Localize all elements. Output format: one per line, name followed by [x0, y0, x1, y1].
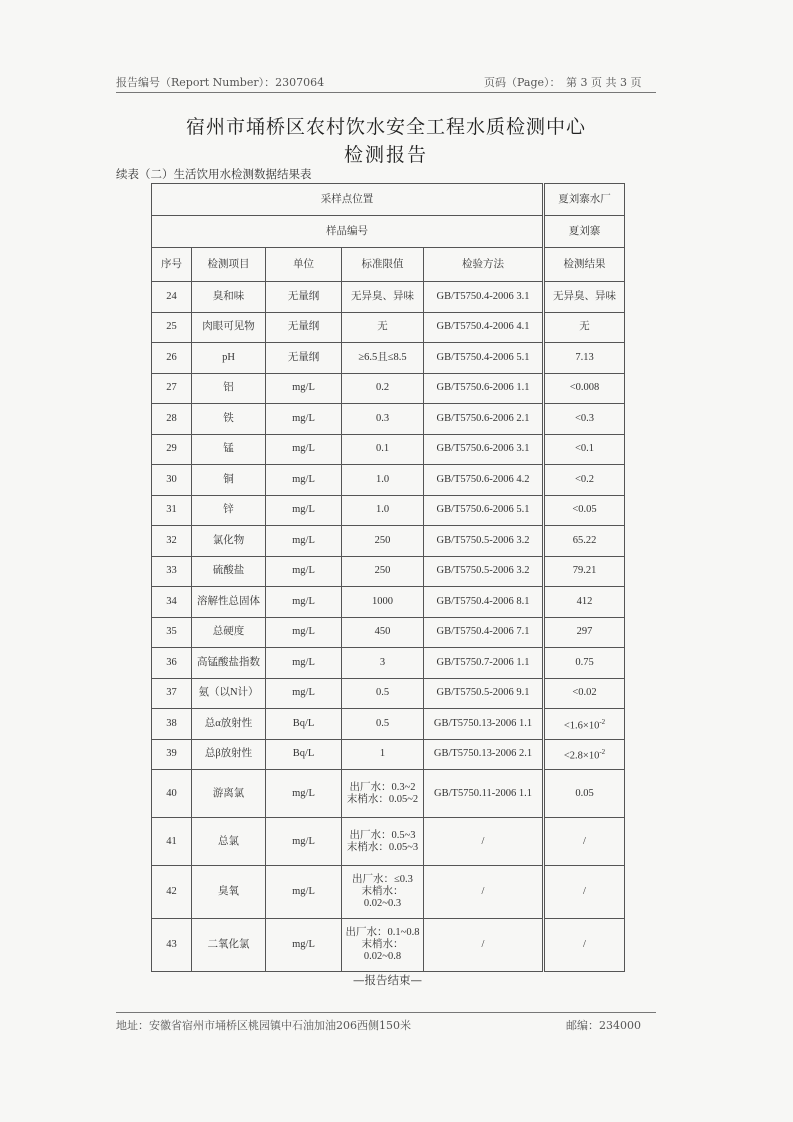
row-no: 30 [152, 465, 192, 496]
row-item: 硫酸盐 [192, 556, 266, 587]
row-unit: 无量纲 [266, 312, 342, 343]
result-value: <2.8×10 [563, 750, 600, 762]
row-no: 28 [152, 404, 192, 435]
row-item: 总α放射性 [192, 709, 266, 740]
result-exponent: -2 [599, 717, 606, 726]
row-limit: 1 [342, 739, 424, 770]
limit-line: 0.02~0.3 [363, 898, 402, 909]
row-limit [342, 919, 424, 972]
sample-number-label: 样品编号 [152, 216, 544, 248]
limit-line: 出厂水：0.5~3 [349, 829, 416, 841]
row-item: 总氯 [192, 818, 266, 866]
row-limit: 250 [342, 556, 424, 587]
row-method: GB/T5750.5-2006 3.2 [424, 526, 544, 557]
row-limit [342, 866, 424, 919]
row-limit: 1.0 [342, 495, 424, 526]
row-result [544, 282, 625, 313]
row-no: 38 [152, 709, 192, 740]
result-value: 0.05 [575, 787, 594, 799]
row-method: / [424, 818, 544, 866]
row-result [544, 556, 625, 587]
table-row [152, 373, 625, 404]
row-method: GB/T5750.6-2006 2.1 [424, 404, 544, 435]
row-limit: 0.5 [342, 678, 424, 709]
results-table [151, 183, 625, 972]
result-value: 7.13 [575, 351, 594, 363]
row-item: 铜 [192, 465, 266, 496]
report-subtitle: 检测报告 [343, 144, 428, 166]
result-value: <0.1 [574, 443, 595, 455]
header-divider [116, 92, 656, 93]
result-value: / [583, 886, 586, 897]
row-unit: mg/L [266, 818, 342, 866]
row-result [544, 678, 625, 709]
table-row [152, 434, 625, 465]
row-no: 39 [152, 739, 192, 770]
row-item: 氯化物 [192, 526, 266, 557]
row-unit: mg/L [266, 770, 342, 818]
result-value: / [583, 939, 586, 950]
row-method: GB/T5750.5-2006 3.2 [424, 556, 544, 587]
row-unit: mg/L [266, 866, 342, 919]
end-of-report: —报告结束— [353, 973, 422, 987]
page-number: 页码（Page）： 第 3 页 共 3 页 [484, 76, 642, 89]
row-result [544, 465, 625, 496]
row-unit: mg/L [266, 465, 342, 496]
sample-number-row [152, 216, 625, 248]
row-no: 31 [152, 495, 192, 526]
address: 地址：安徽省宿州市埇桥区桃园镇中石油加油206西侧150米 [116, 1019, 411, 1032]
row-method: GB/T5750.13-2006 2.1 [424, 739, 544, 770]
result-value: <0.2 [574, 473, 595, 485]
row-method: GB/T5750.6-2006 3.1 [424, 434, 544, 465]
result-value: <0.008 [569, 382, 600, 394]
row-method: GB/T5750.13-2006 1.1 [424, 709, 544, 740]
table-row [152, 739, 625, 770]
row-result [544, 919, 625, 972]
row-limit: ≥6.5且≤8.5 [342, 343, 424, 374]
table-row [152, 919, 625, 972]
col-header-limit: 标准限值 [342, 248, 424, 282]
row-no: 43 [152, 919, 192, 972]
row-item: 锰 [192, 434, 266, 465]
row-unit: mg/L [266, 587, 342, 618]
row-no: 29 [152, 434, 192, 465]
row-method: GB/T5750.7-2006 1.1 [424, 648, 544, 679]
table-row [152, 312, 625, 343]
postcode: 邮编：234000 [566, 1019, 641, 1032]
table-caption: 续表（二）生活饮用水检测数据结果表 [116, 167, 312, 181]
table-row [152, 587, 625, 618]
row-method: GB/T5750.6-2006 1.1 [424, 373, 544, 404]
row-item: 溶解性总固体 [192, 587, 266, 618]
result-value: <1.6×10 [563, 720, 600, 731]
result-value: 297 [576, 626, 593, 638]
result-value: 0.75 [575, 656, 594, 668]
table-row [152, 818, 625, 866]
result-value: 412 [576, 595, 593, 607]
row-method: GB/T5750.4-2006 3.1 [424, 282, 544, 313]
row-limit: 1.0 [342, 465, 424, 496]
row-limit: 450 [342, 617, 424, 648]
table-row [152, 709, 625, 740]
row-unit: 无量纲 [266, 343, 342, 374]
row-no: 35 [152, 617, 192, 648]
row-limit: 0.3 [342, 404, 424, 435]
row-no: 37 [152, 678, 192, 709]
row-no: 40 [152, 770, 192, 818]
row-item: 铝 [192, 373, 266, 404]
col-header-item: 检测项目 [192, 248, 266, 282]
row-method: GB/T5750.5-2006 9.1 [424, 678, 544, 709]
limit-line: 末梢水：0.05~3 [346, 841, 419, 853]
row-result [544, 866, 625, 919]
row-method: GB/T5750.6-2006 4.2 [424, 465, 544, 496]
table-row [152, 465, 625, 496]
limit-line: 出厂水：0.1~0.8 [345, 927, 420, 938]
row-item: pH [192, 343, 266, 374]
row-result [544, 526, 625, 557]
row-no: 27 [152, 373, 192, 404]
footer-divider [116, 1012, 656, 1013]
report-title: 宿州市埇桥区农村饮水安全工程水质检测中心 [185, 116, 586, 138]
page-footer [116, 1017, 656, 1033]
result-value: <0.02 [572, 687, 597, 699]
sampling-location-row [152, 184, 625, 216]
limit-line: 出厂水：≤0.3 [352, 874, 413, 885]
row-unit: mg/L [266, 648, 342, 679]
row-limit: 无异臭、异味 [342, 282, 424, 313]
row-item: 臭和味 [192, 282, 266, 313]
limit-line: 末梢水： [361, 939, 404, 950]
sample-number-value: 夏刘寨 [544, 216, 625, 248]
result-value: 无 [579, 321, 590, 333]
col-header-no: 序号 [152, 248, 192, 282]
row-no: 26 [152, 343, 192, 374]
row-method: GB/T5750.4-2006 8.1 [424, 587, 544, 618]
row-unit: mg/L [266, 526, 342, 557]
row-item: 二氧化氯 [192, 919, 266, 972]
limit-line: 出厂水：0.3~2 [349, 781, 416, 793]
row-result [544, 648, 625, 679]
row-result [544, 343, 625, 374]
row-method: GB/T5750.6-2006 5.1 [424, 495, 544, 526]
table-row [152, 526, 625, 557]
col-header-method: 检验方法 [424, 248, 544, 282]
row-unit: Bq/L [266, 739, 342, 770]
row-item: 氨（以N计） [192, 678, 266, 709]
row-result [544, 739, 625, 770]
table-row [152, 866, 625, 919]
row-no: 42 [152, 866, 192, 919]
result-value: 65.22 [572, 534, 597, 546]
column-header-row [152, 248, 625, 282]
row-no: 24 [152, 282, 192, 313]
result-value: <0.05 [572, 504, 597, 516]
limit-line: 0.02~0.8 [363, 951, 402, 962]
table-row [152, 282, 625, 313]
row-result [544, 434, 625, 465]
row-item: 总硬度 [192, 617, 266, 648]
result-value: / [583, 835, 586, 847]
row-result [544, 770, 625, 818]
row-limit: 1000 [342, 587, 424, 618]
row-item: 肉眼可见物 [192, 312, 266, 343]
row-item: 铁 [192, 404, 266, 435]
table-row [152, 343, 625, 374]
row-no: 32 [152, 526, 192, 557]
row-unit: mg/L [266, 434, 342, 465]
row-unit: mg/L [266, 919, 342, 972]
row-no: 41 [152, 818, 192, 866]
table-row [152, 556, 625, 587]
table-row [152, 495, 625, 526]
row-item: 锌 [192, 495, 266, 526]
limit-line: 末梢水：0.05~2 [346, 793, 419, 805]
row-no: 34 [152, 587, 192, 618]
result-exponent: -2 [599, 748, 606, 756]
row-limit: 3 [342, 648, 424, 679]
limit-line: 末梢水： [361, 886, 404, 897]
row-limit: 250 [342, 526, 424, 557]
sampling-location-value: 夏刘寨水厂 [544, 184, 625, 216]
row-limit [342, 770, 424, 818]
row-method: GB/T5750.11-2006 1.1 [424, 770, 544, 818]
row-result [544, 404, 625, 435]
row-result [544, 312, 625, 343]
row-method: GB/T5750.4-2006 7.1 [424, 617, 544, 648]
result-value: 无异臭、异味 [553, 290, 617, 302]
row-result [544, 587, 625, 618]
row-unit: mg/L [266, 373, 342, 404]
row-result [544, 373, 625, 404]
row-unit: mg/L [266, 556, 342, 587]
row-unit: mg/L [266, 678, 342, 709]
row-result [544, 709, 625, 740]
row-limit: 0.5 [342, 709, 424, 740]
row-limit: 0.1 [342, 434, 424, 465]
row-no: 25 [152, 312, 192, 343]
row-limit: 0.2 [342, 373, 424, 404]
row-unit: mg/L [266, 404, 342, 435]
table-row [152, 770, 625, 818]
row-item: 游离氯 [192, 770, 266, 818]
page-header [116, 74, 656, 92]
row-unit: mg/L [266, 495, 342, 526]
row-result [544, 495, 625, 526]
row-unit: mg/L [266, 617, 342, 648]
row-result [544, 818, 625, 866]
result-value: 79.21 [572, 565, 597, 577]
row-unit: 无量纲 [266, 282, 342, 313]
report-number: 报告编号（Report Number）：2307064 [116, 76, 325, 89]
row-method: GB/T5750.4-2006 4.1 [424, 312, 544, 343]
sampling-location-label: 采样点位置 [152, 184, 544, 216]
row-no: 36 [152, 648, 192, 679]
table-row [152, 617, 625, 648]
col-header-unit: 单位 [266, 248, 342, 282]
col-header-result: 检测结果 [544, 248, 625, 282]
row-result [544, 617, 625, 648]
row-item: 高锰酸盐指数 [192, 648, 266, 679]
row-unit: Bq/L [266, 709, 342, 740]
row-limit [342, 818, 424, 866]
result-value: <0.3 [574, 412, 595, 424]
table-row [152, 648, 625, 679]
row-method: / [424, 866, 544, 919]
row-limit: 无 [342, 312, 424, 343]
row-no: 33 [152, 556, 192, 587]
table-row [152, 404, 625, 435]
row-method: GB/T5750.4-2006 5.1 [424, 343, 544, 374]
row-item: 臭氧 [192, 866, 266, 919]
row-item: 总β放射性 [192, 739, 266, 770]
row-method: / [424, 919, 544, 972]
table-row [152, 678, 625, 709]
